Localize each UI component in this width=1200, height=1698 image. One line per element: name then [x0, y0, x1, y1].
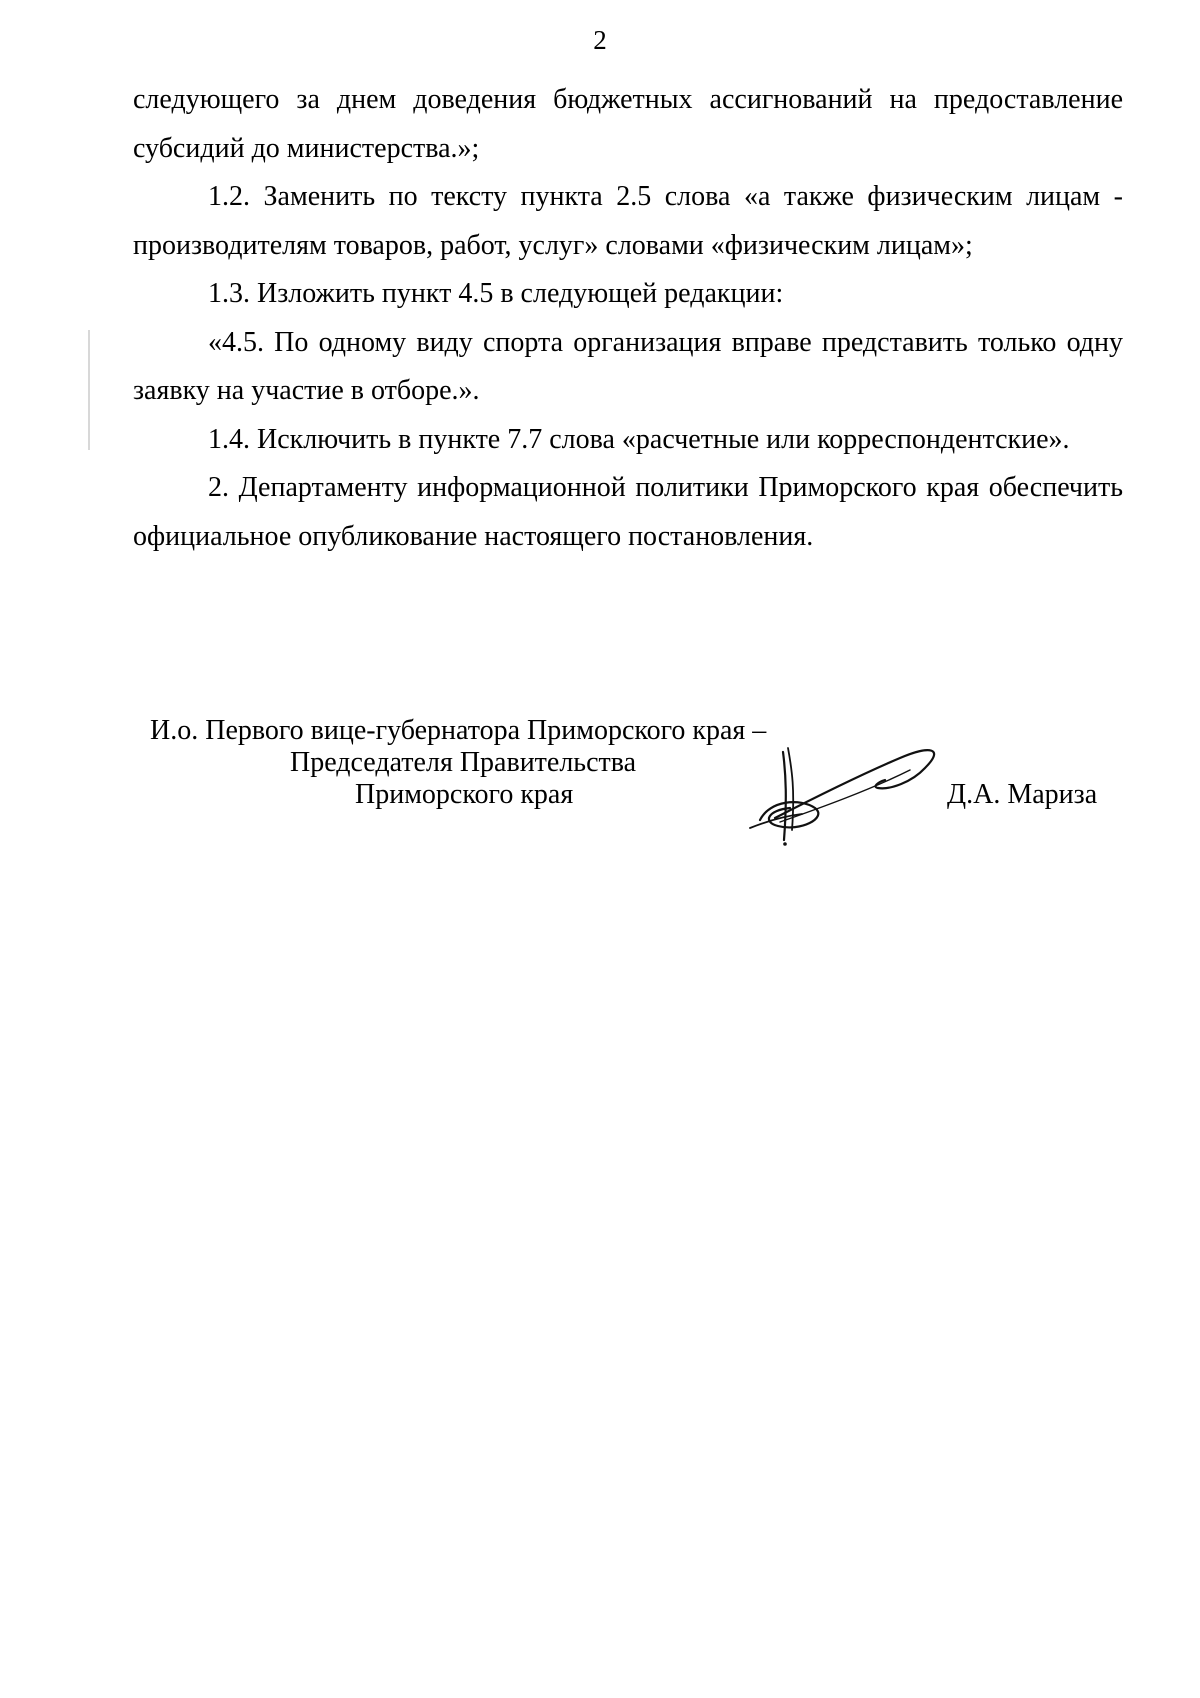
- page-number: 2: [593, 25, 607, 55]
- handwritten-signature-icon: [740, 730, 960, 850]
- paragraph-item-4-5-quote: «4.5. По одному виду спорта организация вправе представить только одну заявку на участие в отборе.».: [133, 326, 1123, 406]
- signature-block: [0, 715, 1200, 855]
- paragraph-item-1-3: 1.3. Изложить пункт 4.5 в следующей редакции:: [208, 278, 784, 309]
- paragraph-item-1-4: 1.4. Исключить в пункте 7.7 слова «расчетные или корреспондентские».: [208, 423, 1070, 455]
- paragraph-item-1-2: 1.2. Заменить по тексту пункта 2.5 слова «а также физическим лицам - производителям товаров, работ, услуг» словами «физическим лицам»;: [133, 181, 1123, 261]
- paragraph-item-2: 2. Департаменту информационной политики Приморского края обеспечить официальное опубликование настоящего постановления.: [133, 472, 1123, 552]
- signatory-title-line-2: Председателя Правительства: [290, 747, 637, 778]
- signatory-name: Д.А. Мариза: [947, 779, 1098, 810]
- signatory-title-line-3: Приморского края: [355, 779, 574, 810]
- document-body: [133, 76, 1123, 561]
- signatory-title-line-1: И.о. Первого вице-губернатора Приморского края –: [150, 715, 767, 746]
- paragraph-continuation: следующего за днем доведения бюджетных ассигнований на предоставление субсидий до министерства.»;: [133, 84, 1123, 164]
- scan-margin-mark: [88, 330, 90, 450]
